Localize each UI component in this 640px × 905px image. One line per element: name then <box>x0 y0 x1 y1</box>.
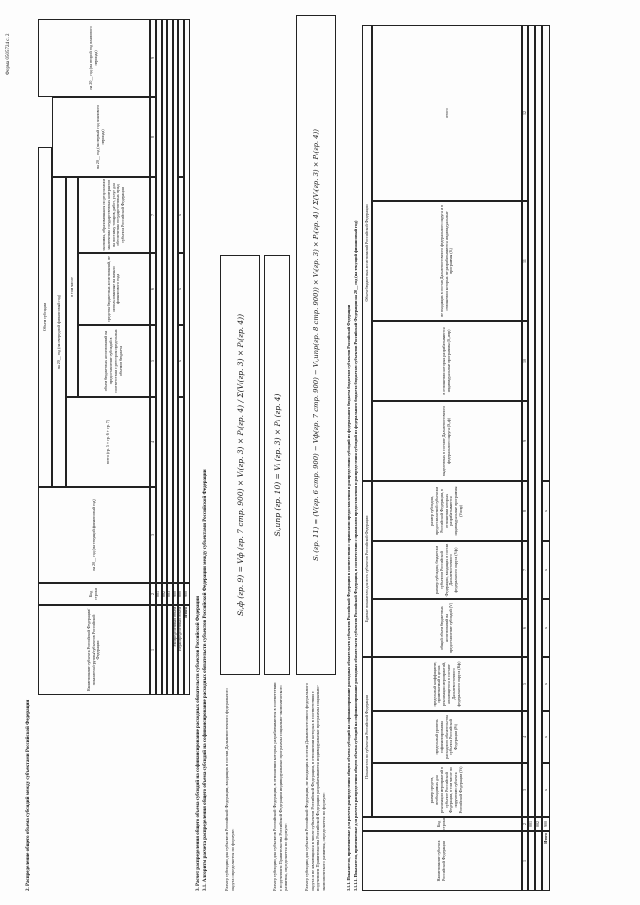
t2-row-label <box>535 831 542 891</box>
t1-header-year-next: на 20__ год (на очередной финансовый год) <box>52 177 66 487</box>
t2-header-c5: предельный коэффициент, применяемый в целях реализации мероприятий, являющегося в составе Дальневосточного федерального округа (Kф) <box>372 657 522 711</box>
t2-header-total-budget: Объем бюджетных ассигнований Российской Федерации <box>362 25 372 481</box>
t1-row-code: 001 <box>156 583 162 605</box>
t2-header-code: Код строки <box>362 817 522 831</box>
section3-heading: 3. Расчет распределения общего объема субсидий на софинансирование расходных обязательств субъектов Российской Федерации <box>196 595 201 891</box>
t1-colnum: 3 <box>150 487 156 583</box>
t1-row-values <box>184 19 190 583</box>
t1-colnum: 6 <box>150 253 156 325</box>
t2-row-code: 900 <box>542 817 550 831</box>
t2-colnum: 7 <box>522 541 528 599</box>
t2-colnum: 5 <box>522 657 528 711</box>
t1-colnum: 8 <box>150 97 156 177</box>
t2-header-unified: Единые показатели для всех субъектов Российской Федерации <box>362 481 372 657</box>
t2-colnum: 10 <box>522 321 528 401</box>
t2-x-mark: x <box>542 711 550 763</box>
para-1: Размер субсидии для субъектов Российской Федерации, входящих в состав Дальневосточного федерального округа определяется по формуле: <box>224 688 235 891</box>
t1-header-year-current: на 20__ год (на текущий финансовый год) <box>38 487 150 583</box>
t2-colnum: 1 <box>522 831 528 891</box>
t1-row-label: Итого <box>184 605 190 695</box>
t2-header-indicators: Показатели по субъектам Российской Федерации <box>362 657 372 817</box>
t1-x-mark: x <box>178 325 184 397</box>
t1-colnum: 2 <box>150 583 156 605</box>
t1-header-subsidies: Объем субсидии <box>38 147 52 487</box>
t1-colnum: 7 <box>150 177 156 253</box>
t1-x-mark: x <box>178 253 184 325</box>
t2-colnum: 3 <box>522 763 528 817</box>
t2-header-c7: размер субсидии, бюджетам субъектов Российской Федерации, входящих в состав Дальневосточного федерального округа (Vф) <box>372 541 522 599</box>
t2-header-c4: предельный уровень софинансирования расходного обязательства субъекта Российской Федерации (Pi) <box>372 711 522 763</box>
t2-header-c10: в отношении которых разрабатываются индивидуальные программы (Sᵢ,ипр) <box>372 321 522 401</box>
t1-colnum: 1 <box>150 605 156 695</box>
t2-x-mark: x <box>542 599 550 657</box>
t1-header-code: Код строки <box>38 583 150 605</box>
t2-header-c8: размер субсидии, предоставляемой субъектам Российской Федерации, в отношении которых разрабатываются индивидуальные программы (Vипр) <box>372 481 522 541</box>
t1-header-name: Наименование субъекта Российской Федерации/показателя/группы/субъектов Российской Федерации <box>38 605 150 695</box>
formula-1: Sᵢ,ф (гр. 9) = Vф (гр. 7 стр. 900) × Vᵢ(гр. 3) × Pᵢ(гр. 4) / Σ(Vᵢ(гр. 3) × Pᵢ(гр. 4)) <box>220 255 260 675</box>
t2-x-mark: x <box>542 657 550 711</box>
t1-row-code: 900 <box>173 583 179 605</box>
t2-colnum: 12 <box>522 25 528 201</box>
t2-row-code: 001 <box>528 817 535 831</box>
t1-header-total: всего (гр. 5 + гр. 6 + гр. 7) <box>66 397 150 487</box>
t2-row-label: Итого <box>542 831 550 891</box>
t2-header-c12: итого <box>372 25 522 201</box>
t2-row-values <box>542 25 550 481</box>
t1-header-year-plan2: на 20__ год (на второй год планового периода) <box>38 19 150 97</box>
t1-row-code: 002 <box>162 583 168 605</box>
t2-colnum: 4 <box>522 711 528 763</box>
t1-row-label: Нераспределенный объем <box>178 605 184 695</box>
t2-header-c11: не входящих в состав Дальневосточного федерального округа и в отношении которых не разрабатываются индивидуальные программы (Sᵢ) <box>372 201 522 321</box>
t2-header-c3: размер средств, необходимых для реализации мероприятий в субъекте Российской Федерации, в том числе по поручению субъекта Российской Федерации (Vi) <box>372 763 522 817</box>
t2-colnum: 2 <box>522 817 528 831</box>
t1-row-code: 800 <box>178 583 184 605</box>
t2-colnum: 9 <box>522 401 528 481</box>
t1-header-col-c: экономия, образовавшаяся по результатам заключения государственных контрактов на поставку товаров, работ, услуг для обеспечения государственных нужд субъекта Российской Федерации <box>78 177 150 253</box>
table-subsidy-distribution <box>38 19 190 695</box>
para-2: Размер субсидии для субъектов Российской Федерации, в отношении которых разрабатываются в соответствии с поручением Правительства Российской Федерации индивидуальные программы социально-экономического развития, определяется по формуле: <box>272 682 289 891</box>
table-indicators <box>362 25 552 891</box>
form-code: Форма 0505724 с. 2 <box>6 33 11 75</box>
para-3: Размер субсидии для субъектов Российской Федерации, не входящих в состав Дальневосточного федерального округа и не являющихся в числе субъектов Российской Федерации, в отношении которых в соответствии с поручением Правительства Российской Федерации разрабатываются индивидуальные программы социально-экономического развития, определяется по формуле: <box>304 682 326 891</box>
t1-row-code: 900 <box>184 583 190 605</box>
t2-colnum: 6 <box>522 599 528 657</box>
formula-3: Sᵢ (гр. 11) = (V(гр. 6 стр. 900) − Vф(гр. 7 стр. 900) − Vᵢ,ипр(гр. 8 стр. 900)) × Vᵢ(гр. 3) × Pᵢ(гр. 4) / Σ(Vᵢ(гр. 3) × Pᵢ(гр. 4)) <box>296 15 336 675</box>
t1-row-label: Распределенный объем <box>173 605 179 695</box>
t2-x-mark: x <box>542 763 550 817</box>
t2-x-mark: x <box>542 481 550 541</box>
t2-header-c9: выделенных в составе Дальневосточного федерального округа (Sᵢ,ф) <box>372 401 522 481</box>
t2-row-code: 002 <box>535 817 542 831</box>
t1-x-mark: x <box>178 177 184 253</box>
t1-colnum: 9 <box>150 19 156 97</box>
t1-header-col-a: объем бюджетных ассигнований на предоставление субсидий в соответствии с реестром предельных объемов бюджета <box>78 325 150 397</box>
section311-line1: 3.1.1. Показатели, применяемые для расчета распределения общего объема субсидий на софинансирование расходных обязательств субъектов Российской Федерации в соответствии с правилами предоставления и распределения субсидий из федерального бюджета бюджетам субъектов Российской Федерации <box>346 304 351 891</box>
section31-heading: 3.1. Алгоритм расчета распределения общего объема субсидий на софинансирование расходных обязательств субъектов Российской Федерации между субъектами Российской Федерации <box>203 469 208 891</box>
t1-row-code: 003 <box>167 583 173 605</box>
t2-header-c6: общий объем бюджетных ассигнований на предоставление субсидий (V) <box>372 599 522 657</box>
t1-colnum: 5 <box>150 325 156 397</box>
t2-row-values <box>535 25 542 817</box>
t2-colnum: 11 <box>522 201 528 321</box>
section311-line2: 3.1.1.1. Показатели, применяемые для расчета распределения общего объема субсидий на софинансирование расходных обязательств субъектов Российской Федерации, в соответствии с правилами предоставления и распределения субсидий из федерального бюджета бюджетам субъектов Российской Федерации на 20__ год (на текущий финансовый год) <box>353 220 358 891</box>
t1-header-incl: в том числе <box>66 177 78 397</box>
t2-row-values <box>528 25 535 817</box>
t1-header-col-b: средства бюджетных ассигнований, не использованные на начало финансового года <box>78 253 150 325</box>
t1-colnum: 4 <box>150 397 156 487</box>
formula-2: Sᵢ,ипр (гр. 10) = Vᵢ (гр. 3) × Pᵢ (гр. 4) <box>264 255 290 675</box>
t2-header-name: Наименование субъекта Российской Федерации <box>362 831 522 891</box>
section2-heading: 2. Распределение общего объема субсидий между субъектами Российской Федерации <box>26 699 31 891</box>
t1-header-year-plan1: на 20__ год (на первый год планового периода) <box>52 97 150 177</box>
t2-x-mark: x <box>542 541 550 599</box>
t2-row-label <box>528 831 535 891</box>
t2-colnum: 8 <box>522 481 528 541</box>
